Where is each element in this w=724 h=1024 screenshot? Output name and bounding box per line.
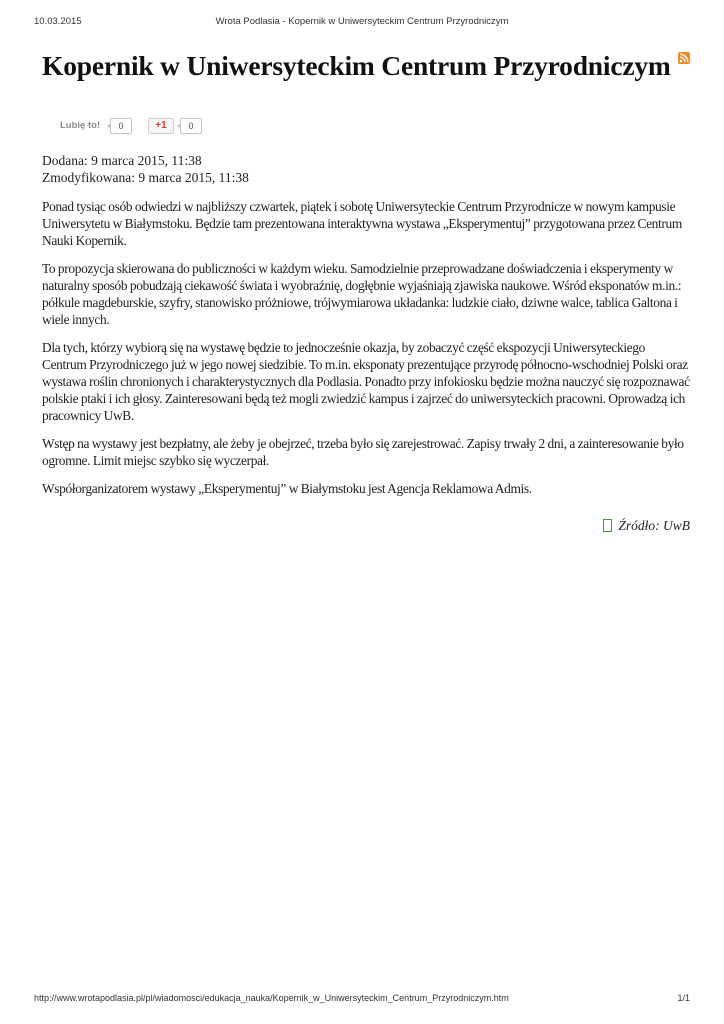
paragraph: Współorganizatorem wystawy „Eksperymentuj” w Białymstoku jest Agencja Reklamowa Admis. xyxy=(42,481,532,496)
article-title: Kopernik w Uniwersyteckim Centrum Przyrodniczym xyxy=(42,50,671,81)
page-number: 1/1 xyxy=(677,993,690,1003)
gplus-count: 0 xyxy=(180,118,202,134)
gplus-button[interactable] xyxy=(148,118,174,134)
paragraph: To propozycja skierowana do publiczności w każdym wieku. Samodzielnie przeprowadzane doświadczenia i eksperymenty w naturalny sposób pobudzają ciekawość świata i wyobraźnię, dogłębnie wyjaśniają zjawiska naukowe. Wśród eksponatów m.in.: półkule magdeburskie, szyfry, stanowisko próżniowe, trójwymiarowa układanka: ludzkie ciało, dziwne walce, tablica Galtona i wiele innych. xyxy=(42,261,682,327)
source-line xyxy=(603,518,690,534)
like-count: 0 xyxy=(110,118,132,134)
added-date: Dodana: 9 marca 2015, 11:38 xyxy=(42,153,202,168)
print-header xyxy=(0,16,724,30)
paragraph: Ponad tysiąc osób odwiedzi w najbliższy czwartek, piątek i sobotę Uniwersyteckie Centrum Przyrodnicze w nowym kampusie Uniwersytetu w Białymstoku. Będzie tam prezentowana interaktywna wystawa „Eksperymentuj” przygotowana przez Centrum Nauki Kopernik. xyxy=(42,199,682,248)
print-url: http://www.wrotapodlasia.pl/pl/wiadomosci/edukacja_nauka/Kopernik_w_Uniwersyteckim_Centrum_Przyrodniczym.htm xyxy=(34,993,509,1003)
source-text: Źródło: UwB xyxy=(618,518,690,533)
source-icon xyxy=(603,519,612,532)
gplus-label: +1 xyxy=(155,120,167,131)
article-meta xyxy=(42,152,249,186)
print-date: 10.03.2015 xyxy=(34,16,82,27)
rss-icon[interactable] xyxy=(678,52,690,64)
paragraph: Wstęp na wystawy jest bezpłatny, ale żeby je obejrzeć, trzeba było się zarejestrować. Zapisy trwały 2 dni, a zainteresowanie było ogromne. Limit miejsc szybko się wyczerpał. xyxy=(42,436,684,468)
print-page-title: Wrota Podlasia - Kopernik w Uniwersyteckim Centrum Przyrodniczym xyxy=(215,16,509,27)
modified-date: Zmodyfikowana: 9 marca 2015, 11:38 xyxy=(42,170,249,185)
print-footer xyxy=(0,993,724,1007)
like-button[interactable]: Lubię to! xyxy=(60,120,101,131)
paragraph: Dla tych, którzy wybiorą się na wystawę będzie to jednocześnie okazja, by zobaczyć część ekspozycji Uniwersyteckiego Centrum Przyrodniczego już w jego nowej siedzibie. To m.in. eksponaty prezentujące przyrodę północno-wschodniej Polski oraz wystawa roślin chronionych i charakterystycznych dla Podlasia. Ponadto przy infokiosku będzie można nauczyć się rozpoznawać polskie ptaki i ich głosy. Zainteresowani będą też mogli zwiedzić kampus i zajrzeć do uniwersyteckich pracowni. Oprowadzą ich pracownicy UwB. xyxy=(42,340,690,423)
article-body xyxy=(42,198,690,508)
